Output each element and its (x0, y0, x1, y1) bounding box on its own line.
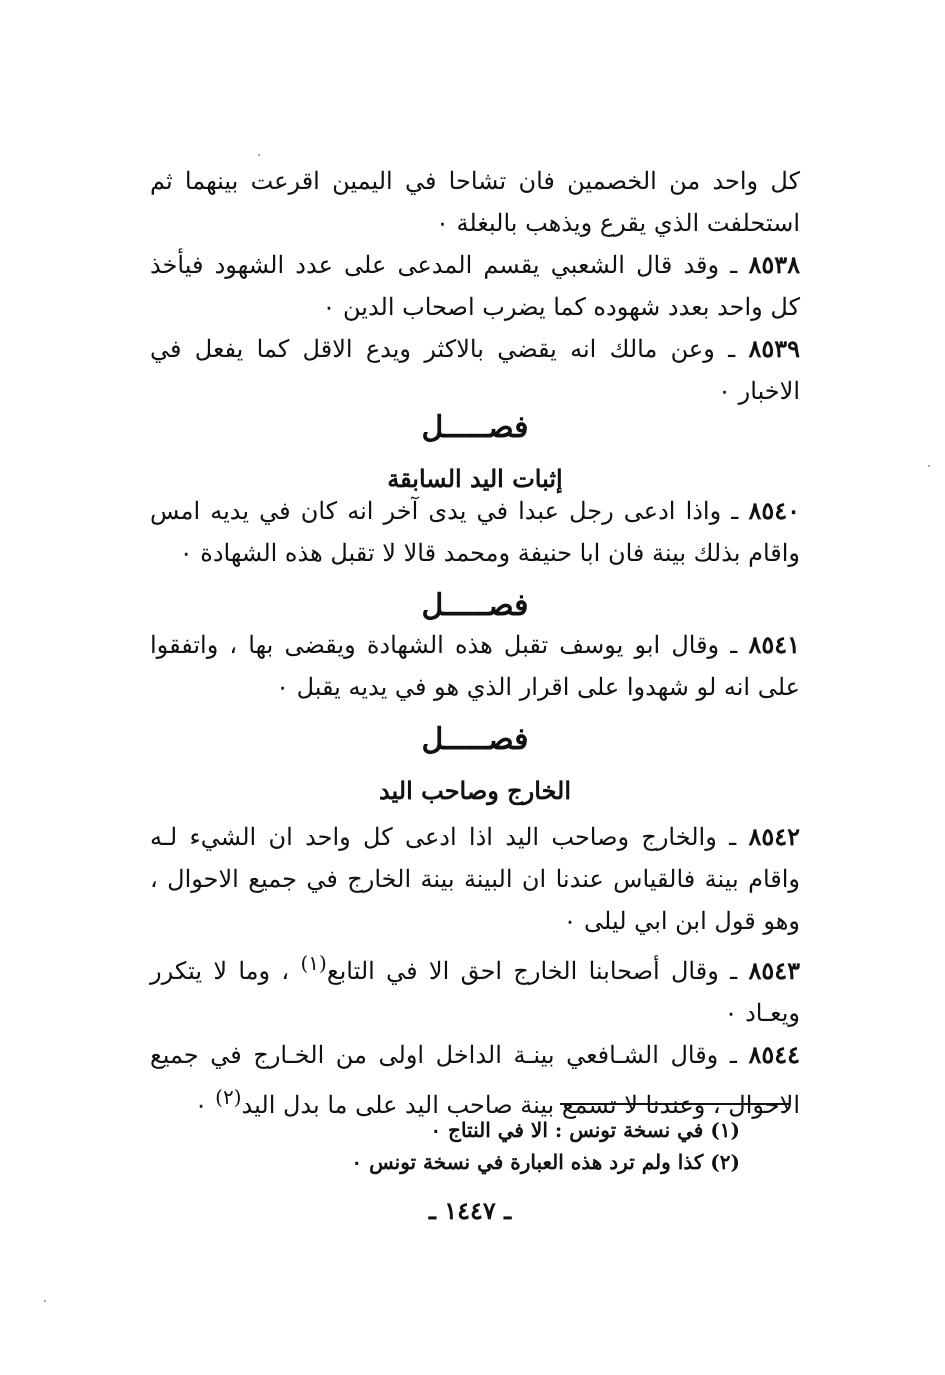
paragraph-number: ٨٥٣٩ (748, 334, 800, 363)
scan-speck (44, 1300, 46, 1302)
scan-speck (928, 465, 930, 467)
footnote-1: (١) في نسخة تونس : الا في النتاج ٠ (430, 1118, 740, 1142)
section-3 (150, 712, 800, 814)
text-block-8540 (150, 490, 800, 574)
footnote-ref: (٢) (215, 1085, 242, 1109)
paragraph-8540 (150, 490, 800, 574)
scan-speck (258, 154, 260, 156)
section-heading: فصـــــل (421, 410, 529, 445)
paragraph-8541 (150, 624, 800, 708)
text-block-top (150, 160, 800, 412)
footnote-divider (560, 1103, 790, 1105)
section-heading: فصـــــل (421, 722, 529, 757)
section-subheading: الخارج وصاحب اليد (378, 776, 572, 805)
section-subheading: إثبات اليد السابقة (387, 464, 563, 493)
paragraph-text: ـ وقال ابو يوسف تقبل هذه الشهادة ويقضى بها ، واتفقوا على انه لو شهدوا على اقرار الذي هو في يديه يقبل ٠ (150, 631, 800, 701)
paragraph-text: ـ وعن مالك انه يقضي بالاكثر ويدع الاقل كما يفعل في الاخبار ٠ (150, 335, 800, 405)
paragraph-number: ٨٥٤٢ (748, 822, 800, 851)
paragraph-number: ٨٥٣٨ (748, 250, 800, 279)
paragraph-8538 (150, 244, 800, 328)
paragraph-text: ـ وقال أصحابنا الخارج احق الا في التابع (326, 957, 749, 985)
text-block-8541 (150, 624, 800, 708)
paragraph-8543 (150, 942, 800, 1034)
paragraph-text: ٠ (194, 1091, 216, 1119)
paragraph-number: ٨٥٤٤ (748, 1040, 800, 1069)
footnote-ref: (١) (300, 951, 327, 975)
paragraph-8542 (150, 816, 800, 942)
paragraph-8544 (150, 1034, 800, 1126)
paragraph-number: ٨٥٤٣ (748, 956, 801, 985)
paragraph-continuation: كل واحد من الخصمين فان تشاحا في اليمين اقرعت بينهما ثم استحلفت الذي يقرع ويذهب بالبغلة ٠ (150, 167, 800, 237)
section-1 (150, 400, 800, 502)
section-heading: فصـــــل (421, 588, 529, 623)
paragraph-text: ، وما لا يتكرر ويعـاد ٠ (150, 957, 800, 1027)
paragraph-number: ٨٥٤٠ (748, 496, 800, 525)
paragraph-text: ـ وقد قال الشعبي يقسم المدعى على عدد الشهود فيأخذ كل واحد بعدد شهوده كما يضرب اصحاب الدين ٠ (150, 251, 800, 321)
paragraph-text: ـ واذا ادعى رجل عبدا في يدى آخر انه كان في يديه امس واقام بذلك بينة فان ابا حنيفة ومحمد قالا لا تقبل هذه الشهادة ٠ (150, 497, 800, 567)
footnotes (260, 1114, 740, 1178)
paragraph-text: ـ والخارج وصاحب اليد اذا ادعى كل واحد ان الشيء لـه واقام بينة فالقياس عندنا ان البينة بينة الخارج في جميع الاحوال ، وهو قول ابن ابي ليلى ٠ (150, 823, 800, 935)
page-number: ـ ١٤٤٧ ـ (428, 1196, 512, 1225)
footnote-2: (٢) كذا ولم ترد هذه العبارة في نسخة تونس ٠ (351, 1150, 740, 1174)
paragraph-number: ٨٥٤١ (748, 630, 800, 659)
paragraph-text: ـ وقال الشـافعي بينـة الداخل اولى من الخـارج في جميع الاحوال ، وعندنا لا تسمع بينة صاحب اليد على ما بدل اليد (150, 1041, 800, 1119)
text-block-bottom (150, 816, 800, 1126)
